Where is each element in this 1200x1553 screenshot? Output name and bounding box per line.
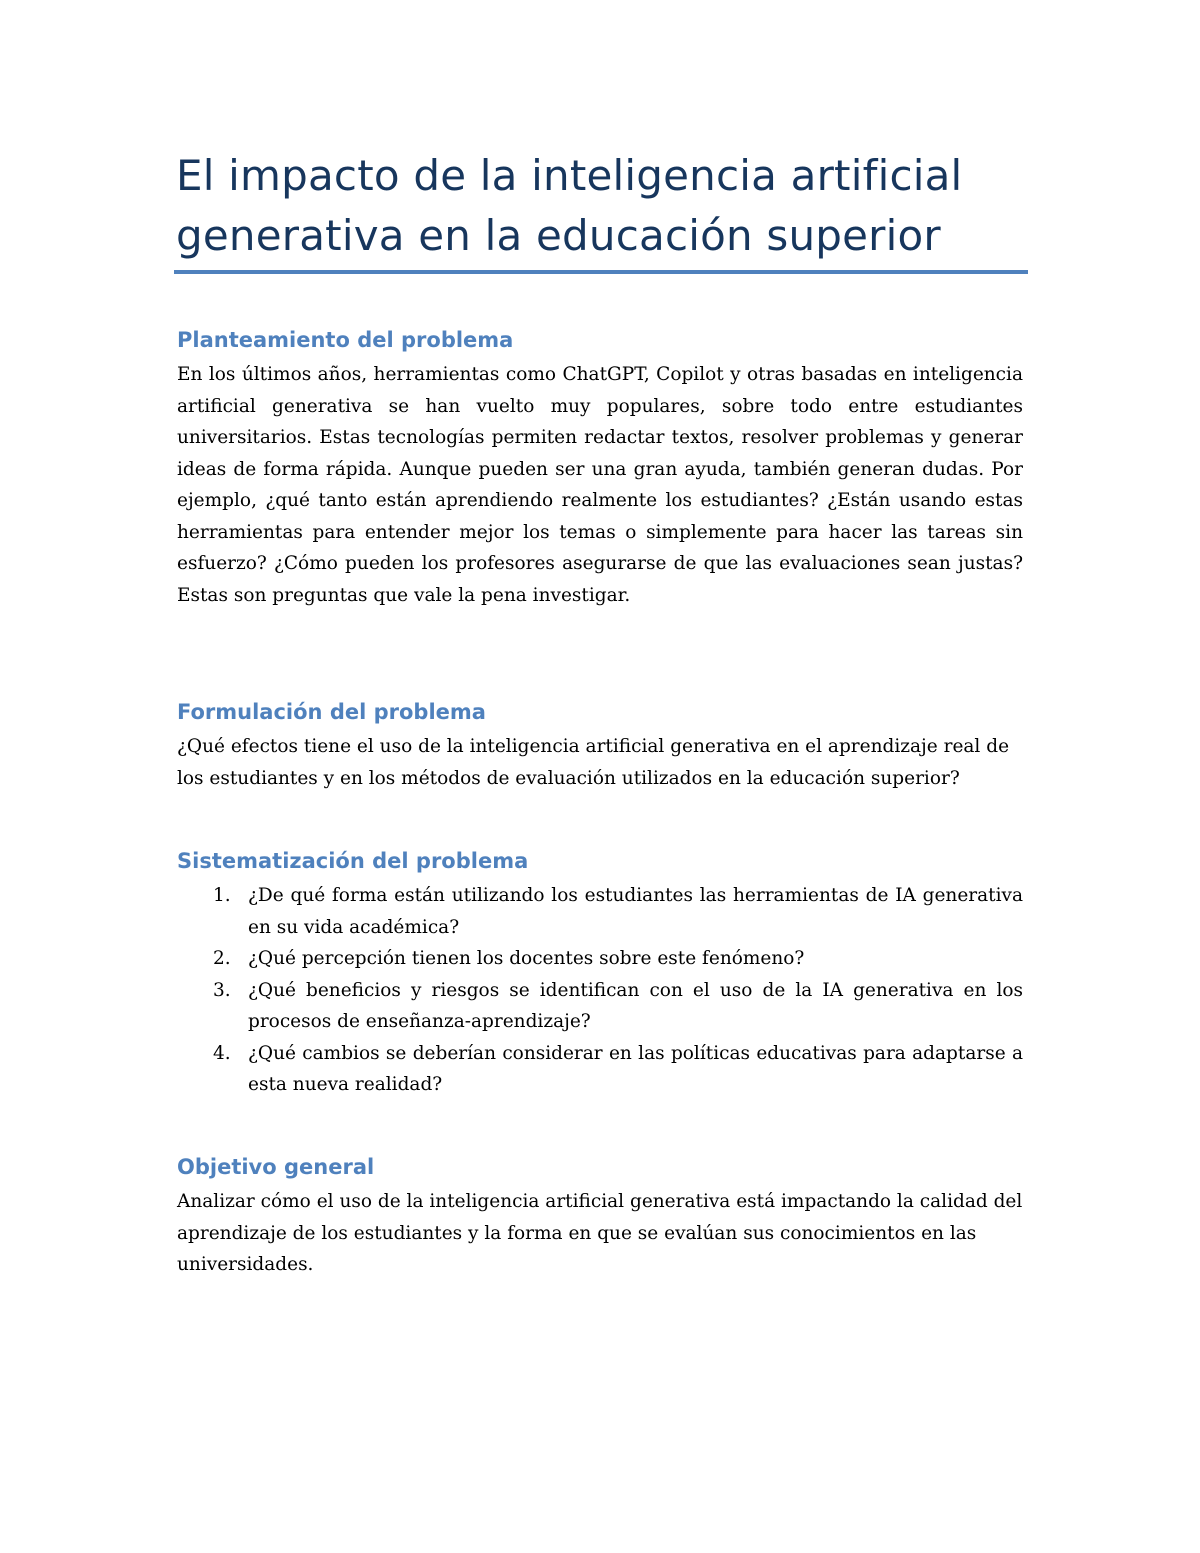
section-objetivo [177, 1152, 1023, 1281]
problem-list-item [177, 975, 1023, 1038]
problem-list-number: 1. [213, 885, 231, 906]
section-body-objetivo: Analizar cómo el uso de la inteligencia artificial generativa está impactando la calidad del aprendizaje de los estudiantes y la forma en que se evalúan sus conocimientos en las universidades. [177, 1191, 1023, 1275]
problem-list-number: 3. [213, 979, 231, 1001]
section-sistematizacion [177, 846, 1023, 1101]
problem-list [177, 880, 1023, 1101]
problem-list-item [177, 1038, 1023, 1101]
problem-list-number: 2. [213, 948, 231, 969]
title-underline [174, 270, 1028, 274]
problem-list-text: ¿Qué cambios se deberían considerar en las políticas educativas para adaptarse a esta nueva realidad? [248, 1042, 1023, 1095]
problem-list-number: 4. [213, 1042, 231, 1064]
problem-list-item [177, 880, 1023, 943]
section-heading-sistematizacion: Sistematización del problema [177, 849, 529, 873]
document-title: El impacto de la inteligencia artificial generativa en la educación superior [176, 151, 963, 260]
section-body-formulacion: ¿Qué efectos tiene el uso de la inteligencia artificial generativa en el aprendizaje real de los estudiantes y en los métodos de evaluación utilizados en la educación superior? [177, 736, 1010, 789]
problem-list-text: ¿Qué percepción tienen los docentes sobre este fenómeno? [248, 948, 805, 969]
section-heading-planteamiento: Planteamiento del problema [177, 328, 514, 352]
section-body-planteamiento: En los últimos años, herramientas como ChatGPT, Copilot y otras basadas en inteligencia artificial generativa se han vuelto muy populares, sobre todo entre estudiantes universitarios. Estas tecnologías permiten redactar textos, resolver problemas y generar ideas de forma rápida. Aunque pueden ser una gran ayuda, también generan dudas. Por ejemplo, ¿qué tanto están aprendiendo realmente los estudiantes? ¿Están usando estas herramientas para entender mejor los temas o simplemente para hacer las tareas sin esfuerzo? ¿Cómo pueden los profesores asegurarse de que las evaluaciones sean justas? Estas son preguntas que vale la pena investigar. [177, 364, 1023, 606]
section-heading-formulacion: Formulación del problema [177, 700, 486, 724]
section-planteamiento [177, 325, 1023, 611]
problem-list-text: ¿De qué forma están utilizando los estudiantes las herramientas de IA generativa en su vida académica? [248, 885, 1023, 938]
section-formulacion [177, 697, 1023, 794]
section-heading-objetivo: Objetivo general [177, 1155, 375, 1179]
problem-list-item [177, 943, 1023, 975]
problem-list-text: ¿Qué beneficios y riesgos se identifican con el uso de la IA generativa en los procesos de enseñanza-aprendizaje? [248, 979, 1023, 1032]
